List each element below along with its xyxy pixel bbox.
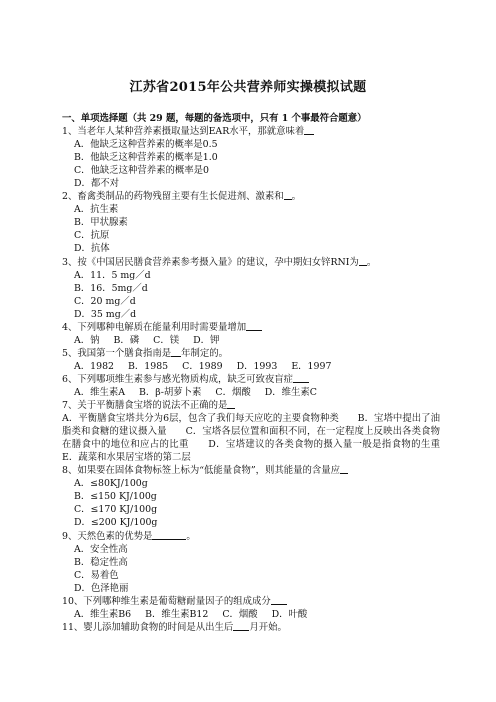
question-9-option-b: B．稳定性高 bbox=[74, 556, 128, 568]
answer-blank bbox=[284, 190, 292, 200]
question-5-options: A．1982 B．1985 C．1989 D．1993 E．1997 bbox=[74, 360, 332, 372]
question-4-options: A．钠 B．磷 C．镁 D．钾 bbox=[74, 334, 220, 346]
question-3-stem: 3、按《中国居民膳食营养素参考摄入量》的建议，孕中期妇女锌RNI为 。 bbox=[62, 256, 377, 268]
question-3-option-c: C．20 mg／d bbox=[74, 295, 136, 307]
answer-blank bbox=[293, 373, 309, 383]
answer-blank bbox=[304, 125, 314, 135]
question-6-stem: 6、下列哪项维生素参与感光物质构成，缺乏可致夜盲症 bbox=[62, 373, 440, 386]
answer-blank bbox=[152, 530, 186, 540]
answer-blank bbox=[359, 256, 367, 266]
question-10-stem: 10、下列哪种维生素是葡萄糖耐量因子的组成成分 bbox=[62, 595, 440, 608]
question-3-option-b: B．16．5mg／d bbox=[74, 282, 148, 294]
question-6-options: A．维生素A B．β-胡萝卜素 C．烟酸 D．维生素C bbox=[74, 386, 317, 398]
question-3-option-d: D．35 mg／d bbox=[74, 308, 137, 320]
question-2-option-c: C．抗原 bbox=[74, 230, 110, 242]
question-9-stem: 9、天然色素的优势是 。 bbox=[62, 530, 196, 542]
answer-blank bbox=[246, 321, 262, 331]
question-9-option-c: C．易着色 bbox=[74, 569, 119, 581]
answer-blank bbox=[227, 399, 235, 409]
question-1-option-d: D．都不对 bbox=[74, 178, 120, 190]
answer-blank bbox=[171, 347, 181, 357]
answer-blank bbox=[340, 464, 348, 474]
question-7-options: A．平衡膳食宝塔共分为6层，包含了我们每天应吃的主要食物种类 B．宝塔中提出了油脂类和食糖的建议摄入量 C．宝塔各层位置和面积不同，在一定程度上反映出各类食物在膳食中的地位和应占的比重 D．宝塔建议的各类食物的摄入量一般是指食物的生重 E．蔬菜和水果居宝塔的第二层 bbox=[62, 413, 459, 464]
question-10-options: A．维生素B6 B．维生素B12 C．烟酸 D．叶酸 bbox=[74, 608, 308, 620]
document-body bbox=[62, 112, 459, 634]
question-2-option-a: A．抗生素 bbox=[74, 204, 119, 216]
question-1-option-b: B．他缺乏这种营养素的概率是1.0 bbox=[74, 152, 218, 164]
question-2-option-b: B．甲状腺素 bbox=[74, 217, 128, 229]
question-7-stem: 7、关于平衡膳食宝塔的说法不正确的是 bbox=[62, 399, 440, 412]
question-11-stem: 11、婴儿添加辅助食物的时间是从出生后 月开始。 bbox=[62, 621, 287, 633]
question-3-option-a: A．11．5 mg／d bbox=[74, 269, 151, 281]
question-1-option-c: C．他缺乏这种营养素的概率是0 bbox=[74, 165, 210, 177]
question-9-option-d: D．色泽艳丽 bbox=[74, 582, 129, 594]
question-1-stem: 1、当老年人某种营养素摄取量达到EAR水平，那就意味着 bbox=[62, 125, 440, 138]
answer-blank bbox=[271, 595, 287, 605]
question-2-option-d: D．抗体 bbox=[74, 243, 110, 255]
question-9-option-a: A．安全性高 bbox=[74, 543, 128, 555]
question-2-stem: 2、畜禽类制品的药物残留主要有生长促进剂、激素和 。 bbox=[62, 191, 301, 203]
question-8-stem: 8、如果要在固体食物标签上标为“低能量食物”，则其能量的含量应 bbox=[62, 464, 440, 477]
question-4-stem: 4、下列哪种电解质在能量利用时需要量增加 bbox=[62, 321, 440, 334]
question-8-option-d: D．≤200 KJ/100g bbox=[74, 517, 158, 529]
question-1-option-a: A．他缺乏这种营养素的概率是0.5 bbox=[74, 139, 218, 151]
question-5-stem: 5、我国第一个膳食指南是 年制定的。 bbox=[62, 347, 228, 359]
question-8-option-a: A．≤80KJ/100g bbox=[74, 478, 148, 490]
question-8-option-b: B．≤150 KJ/100g bbox=[74, 491, 157, 503]
document-title: 江苏省2015年公共营养师实操模拟试题 bbox=[129, 80, 367, 95]
question-8-option-c: C．≤170 KJ/100g bbox=[74, 504, 158, 516]
answer-blank bbox=[233, 621, 249, 631]
section-heading: 一、单项选择题（共 29 题，每题的备选项中，只有 1 个事最符合题意） bbox=[62, 113, 367, 124]
